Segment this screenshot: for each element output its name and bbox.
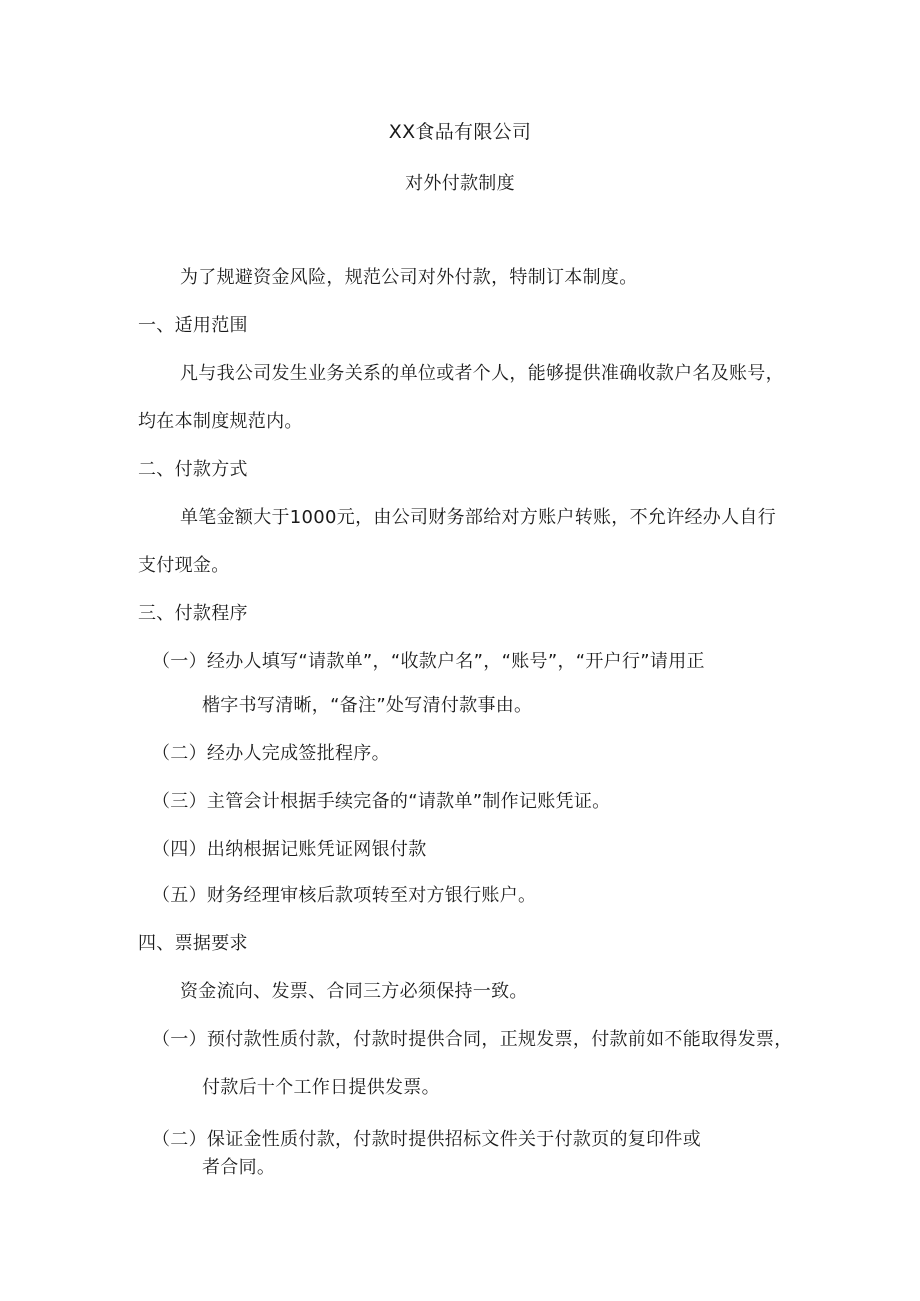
- section-4-item-1-line-1: （一）预付款性质付款，付款时提供合同，正规发票，付款前如不能取得发票，: [152, 1029, 793, 1050]
- section-3-item-1-line-1: （一）经办人填写“请款单”，“收款户名”，“账号”，“开户行”请用正: [152, 651, 705, 672]
- section-4-heading: 四、票据要求: [138, 933, 248, 954]
- section-1-paragraph-line-2: 均在本制度规范内。: [138, 411, 303, 432]
- section-3-item-4: （四）出纳根据记账凭证网银付款: [152, 839, 427, 860]
- section-4-item-2-line-1: （二）保证金性质付款，付款时提供招标文件关于付款页的复印件或: [152, 1129, 701, 1150]
- section-3-item-3: （三）主管会计根据手续完备的“请款单”制作记账凭证。: [152, 791, 611, 812]
- section-2-paragraph-line-1: 单笔金额大于1000元，由公司财务部给对方账户转账，不允许经办人自行: [180, 507, 777, 528]
- section-1-heading: 一、适用范围: [138, 315, 248, 336]
- section-4-item-1-line-2: 付款后十个工作日提供发票。: [202, 1077, 440, 1098]
- section-3-item-2: （二）经办人完成签批程序。: [152, 743, 390, 764]
- section-3-item-5: （五）财务经理审核后款项转至对方银行账户。: [152, 885, 537, 906]
- intro-paragraph: 为了规避资金风险，规范公司对外付款，特制订本制度。: [180, 267, 638, 288]
- company-name: XX食品有限公司: [388, 121, 532, 143]
- document-title: 对外付款制度: [405, 173, 515, 194]
- section-4-item-2-line-2: 者合同。: [202, 1157, 276, 1178]
- section-2-heading: 二、付款方式: [138, 459, 248, 480]
- section-1-paragraph-line-1: 凡与我公司发生业务关系的单位或者个人，能够提供准确收款户名及账号，: [180, 363, 784, 384]
- section-3-item-1-line-2: 楷字书写清晰，“备注”处写清付款事由。: [202, 695, 533, 716]
- section-4-paragraph: 资金流向、发票、合同三方必须保持一致。: [180, 981, 528, 1002]
- section-3-heading: 三、付款程序: [138, 603, 248, 624]
- section-2-paragraph-line-2: 支付现金。: [138, 555, 230, 576]
